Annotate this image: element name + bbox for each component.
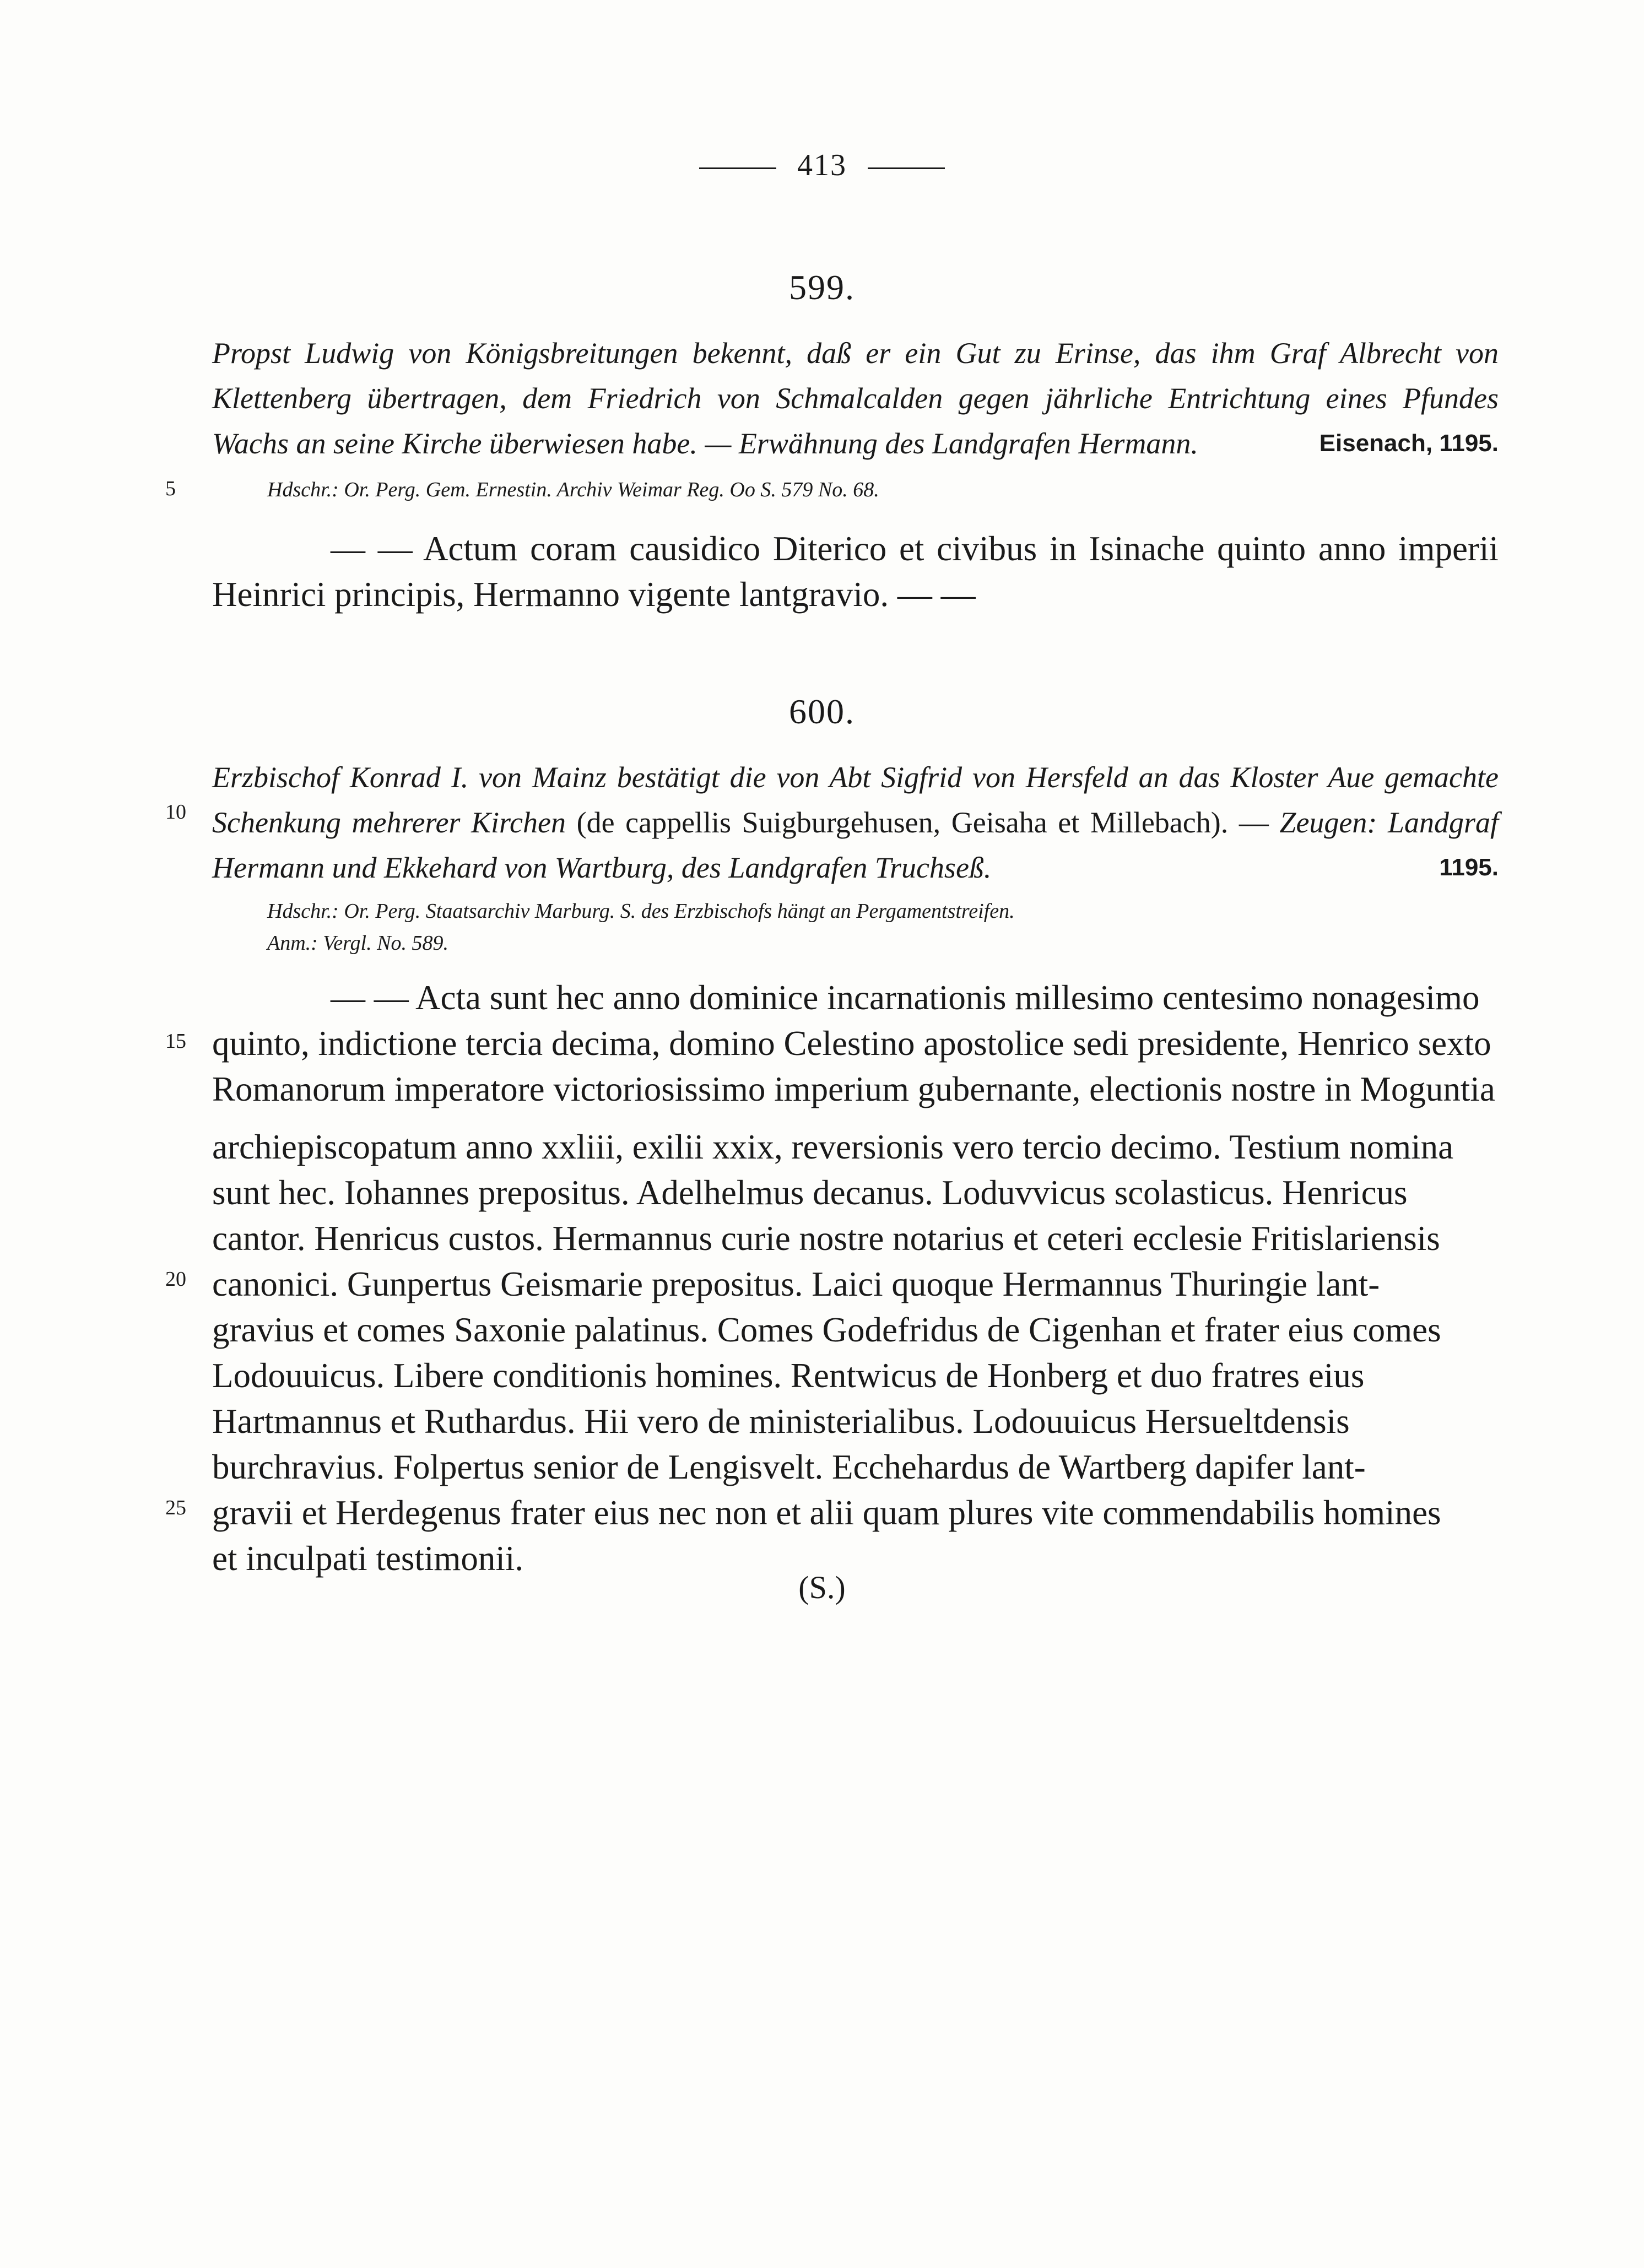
charter-line: archiepiscopatum anno xxliii, exilii xxix, reversionis vero tercio decimo. Testium nomina	[212, 1128, 1454, 1166]
charter-line: canonici. Gunpertus Geismarie prepositus. Laici quoque Hermannus Thuringie lant-	[212, 1265, 1380, 1303]
document-date: 1195.	[1439, 854, 1499, 881]
regest-witnesses: Zeugen: Landgraf Hermann und Ekkehard von Wartburg, des Landgrafen Truchseß.	[212, 806, 1499, 884]
charter-line: — — Acta sunt hec anno dominice incarnationis millesimo centesimo nonagesimo	[331, 978, 1480, 1017]
regest-latin: (de cappellis Suigburgehusen, Geisaha et Millebach). —	[576, 806, 1269, 839]
charter-line: et inculpati testimonii.	[212, 1539, 524, 1578]
regest-text: Erzbischof Konrad I. von Mainz bestätigt die von Abt Sigfrid von Hersfeld an das Kloster Aue gemachte Schenkung mehrerer Kirchen	[212, 761, 1499, 839]
charter-text: — — Actum coram causidico Diterico et civibus in Isinache quinto anno imperii Heinrici principis, Hermanno vigente lantgravio. — —	[212, 529, 1499, 614]
source-note: Hdschr.: Or. Perg. Gem. Ernestin. Archiv Weimar Reg. Oo S. 579 No. 68.	[267, 478, 879, 501]
header-rule-left	[699, 167, 776, 169]
line-number: 10	[165, 800, 186, 824]
seal-mark: (S.)	[798, 1569, 846, 1605]
regest-text: Propst Ludwig von Königsbreitungen bekennt, daß er ein Gut zu Erinse, das ihm Graf Albrecht von Klettenberg übertragen, dem Friedrich von Schmalcalden gegen jährliche Entrichtung eines Pfundes Wachs an seine Kirche überwiesen habe. — Erwähnung des Landgrafen Hermann.	[212, 337, 1499, 460]
line-number: 15	[165, 1030, 186, 1053]
charter-line: quinto, indictione tercia decima, domino Celestino apostolice sedi presidente, Henrico sexto	[212, 1024, 1491, 1063]
line-number: 25	[165, 1496, 186, 1519]
header-rule-right	[868, 167, 945, 169]
charter-line: Romanorum imperatore victoriosissimo imperium gubernante, electionis nostre in Moguntia	[212, 1070, 1495, 1108]
charter-line: Hartmannus et Ruthardus. Hii vero de ministerialibus. Lodouuicus Hersueltdensis	[212, 1402, 1350, 1441]
running-header	[0, 148, 1644, 183]
document-number-599: 599.	[789, 268, 855, 307]
annotation-note: Anm.: Vergl. No. 589.	[267, 932, 448, 955]
charter-line: Lodouuicus. Libere conditionis homines. Rentwicus de Honberg et duo fratres eius	[212, 1356, 1365, 1395]
source-599	[212, 474, 1499, 506]
document-number-600: 600.	[789, 692, 855, 731]
text-600	[212, 975, 1499, 1582]
charter-line: gravii et Herdegenus frater eius nec non et alii quam plures vite commendabilis homines	[212, 1493, 1441, 1532]
regest-599	[212, 331, 1499, 466]
charter-line: sunt hec. Iohannes prepositus. Adelhelmus decanus. Loduvvicus scolasticus. Henricus	[212, 1173, 1408, 1212]
charter-line: burchravius. Folpertus senior de Lengisvelt. Ecchehardus de Wartberg dapifer lant-	[212, 1448, 1366, 1486]
regest-600	[212, 755, 1499, 890]
place-date: Eisenach, 1195.	[1319, 430, 1499, 457]
line-number: 20	[165, 1268, 186, 1291]
charter-line: gravius et comes Saxonie palatinus. Comes Godefridus de Cigenhan et frater eius comes	[212, 1311, 1441, 1349]
text-599	[212, 526, 1499, 618]
charter-line: cantor. Henricus custos. Hermannus curie nostre notarius et ceteri ecclesie Fritislariensis	[212, 1219, 1440, 1258]
source-600	[212, 895, 1499, 959]
source-note: Hdschr.: Or. Perg. Staatsarchiv Marburg. S. des Erzbischofs hängt an Pergamentstreifen.	[267, 900, 1015, 923]
line-number: 5	[165, 477, 176, 500]
page-number: 413	[797, 148, 847, 182]
